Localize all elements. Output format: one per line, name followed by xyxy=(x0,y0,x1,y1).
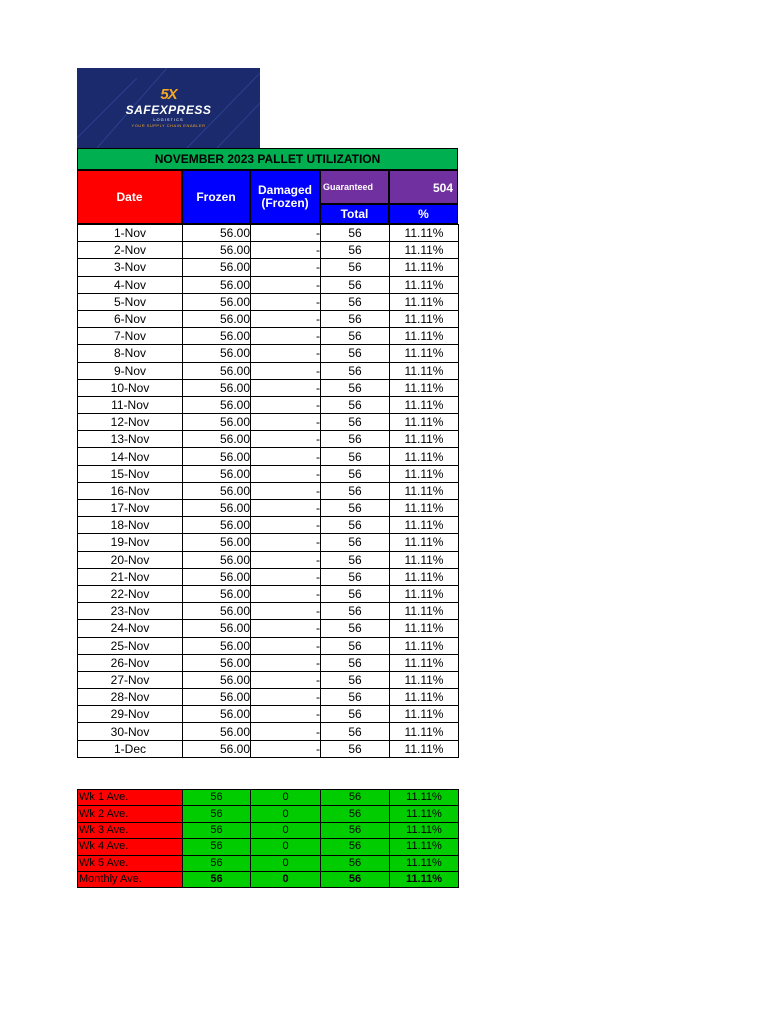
cell-date: 16-Nov xyxy=(78,482,183,499)
cell-frozen: 56.00 xyxy=(183,706,251,723)
table-row xyxy=(78,689,459,706)
cell-date: 22-Nov xyxy=(78,585,183,602)
summary-percent: 11.11% xyxy=(390,855,459,871)
table-row xyxy=(78,671,459,688)
summary-label: Wk 1 Ave. xyxy=(78,790,183,806)
cell-damaged: - xyxy=(251,345,321,362)
header-date: Date xyxy=(77,170,182,224)
cell-percent: 11.11% xyxy=(390,259,459,276)
cell-damaged: - xyxy=(251,328,321,345)
cell-damaged: - xyxy=(251,259,321,276)
cell-percent: 11.11% xyxy=(390,310,459,327)
cell-damaged: - xyxy=(251,723,321,740)
cell-damaged: - xyxy=(251,517,321,534)
summary-damaged: 0 xyxy=(251,855,321,871)
cell-date: 14-Nov xyxy=(78,448,183,465)
daily-table-body xyxy=(78,225,459,758)
report-title: NOVEMBER 2023 PALLET UTILIZATION xyxy=(77,148,458,170)
cell-total: 56 xyxy=(321,379,390,396)
table-row xyxy=(78,603,459,620)
table-row xyxy=(78,448,459,465)
cell-total: 56 xyxy=(321,740,390,757)
cell-damaged: - xyxy=(251,225,321,242)
table-row xyxy=(78,431,459,448)
summary-total: 56 xyxy=(321,871,390,887)
summary-total: 56 xyxy=(321,839,390,855)
cell-date: 30-Nov xyxy=(78,723,183,740)
cell-percent: 11.11% xyxy=(390,396,459,413)
cell-percent: 11.11% xyxy=(390,603,459,620)
summary-percent: 11.11% xyxy=(390,806,459,822)
cell-total: 56 xyxy=(321,276,390,293)
cell-date: 24-Nov xyxy=(78,620,183,637)
cell-frozen: 56.00 xyxy=(183,225,251,242)
cell-percent: 11.11% xyxy=(390,654,459,671)
cell-damaged: - xyxy=(251,276,321,293)
table-row xyxy=(78,482,459,499)
table-row xyxy=(78,293,459,310)
cell-frozen: 56.00 xyxy=(183,500,251,517)
summary-percent: 11.11% xyxy=(390,822,459,838)
cell-total: 56 xyxy=(321,345,390,362)
cell-damaged: - xyxy=(251,414,321,431)
header-guaranteed-value: 504 xyxy=(389,170,458,204)
cell-percent: 11.11% xyxy=(390,740,459,757)
cell-damaged: - xyxy=(251,431,321,448)
cell-frozen: 56.00 xyxy=(183,379,251,396)
cell-total: 56 xyxy=(321,482,390,499)
cell-total: 56 xyxy=(321,414,390,431)
summary-label: Wk 4 Ave. xyxy=(78,839,183,855)
summary-total: 56 xyxy=(321,790,390,806)
header-frozen: Frozen xyxy=(182,170,250,224)
cell-damaged: - xyxy=(251,310,321,327)
cell-date: 6-Nov xyxy=(78,310,183,327)
cell-frozen: 56.00 xyxy=(183,620,251,637)
table-row xyxy=(78,551,459,568)
cell-date: 13-Nov xyxy=(78,431,183,448)
company-logo xyxy=(77,68,260,148)
cell-damaged: - xyxy=(251,740,321,757)
header-total: Total xyxy=(320,204,389,224)
cell-percent: 11.11% xyxy=(390,500,459,517)
summary-frozen: 56 xyxy=(183,806,251,822)
summary-damaged: 0 xyxy=(251,839,321,855)
cell-date: 5-Nov xyxy=(78,293,183,310)
summary-frozen: 56 xyxy=(183,790,251,806)
table-row xyxy=(78,706,459,723)
cell-damaged: - xyxy=(251,585,321,602)
summary-table xyxy=(77,789,459,888)
cell-frozen: 56.00 xyxy=(183,362,251,379)
cell-date: 12-Nov xyxy=(78,414,183,431)
logo-tagline: YOUR SUPPLY CHAIN ENABLER xyxy=(131,123,206,128)
cell-damaged: - xyxy=(251,551,321,568)
table-row xyxy=(78,637,459,654)
cell-percent: 11.11% xyxy=(390,362,459,379)
cell-frozen: 56.00 xyxy=(183,465,251,482)
cell-total: 56 xyxy=(321,689,390,706)
cell-percent: 11.11% xyxy=(390,671,459,688)
cell-total: 56 xyxy=(321,671,390,688)
cell-damaged: - xyxy=(251,448,321,465)
cell-damaged: - xyxy=(251,379,321,396)
cell-date: 18-Nov xyxy=(78,517,183,534)
summary-frozen: 56 xyxy=(183,822,251,838)
cell-date: 28-Nov xyxy=(78,689,183,706)
cell-frozen: 56.00 xyxy=(183,585,251,602)
table-row xyxy=(78,414,459,431)
cell-total: 56 xyxy=(321,293,390,310)
cell-total: 56 xyxy=(321,534,390,551)
table-row xyxy=(78,379,459,396)
cell-percent: 11.11% xyxy=(390,637,459,654)
cell-frozen: 56.00 xyxy=(183,259,251,276)
cell-damaged: - xyxy=(251,654,321,671)
cell-date: 26-Nov xyxy=(78,654,183,671)
cell-percent: 11.11% xyxy=(390,706,459,723)
table-row xyxy=(78,259,459,276)
cell-damaged: - xyxy=(251,534,321,551)
cell-date: 19-Nov xyxy=(78,534,183,551)
cell-damaged: - xyxy=(251,482,321,499)
summary-row xyxy=(78,790,459,806)
cell-date: 21-Nov xyxy=(78,568,183,585)
cell-date: 27-Nov xyxy=(78,671,183,688)
cell-frozen: 56.00 xyxy=(183,603,251,620)
summary-percent: 11.11% xyxy=(390,871,459,887)
cell-percent: 11.11% xyxy=(390,723,459,740)
cell-total: 56 xyxy=(321,465,390,482)
cell-total: 56 xyxy=(321,396,390,413)
header-guaranteed: Guaranteed xyxy=(320,170,389,204)
summary-total: 56 xyxy=(321,806,390,822)
cell-percent: 11.11% xyxy=(390,431,459,448)
cell-total: 56 xyxy=(321,723,390,740)
cell-total: 56 xyxy=(321,706,390,723)
cell-frozen: 56.00 xyxy=(183,689,251,706)
cell-total: 56 xyxy=(321,225,390,242)
cell-frozen: 56.00 xyxy=(183,551,251,568)
table-row xyxy=(78,654,459,671)
cell-date: 10-Nov xyxy=(78,379,183,396)
cell-percent: 11.11% xyxy=(390,379,459,396)
summary-percent: 11.11% xyxy=(390,839,459,855)
cell-percent: 11.11% xyxy=(390,242,459,259)
cell-date: 7-Nov xyxy=(78,328,183,345)
cell-percent: 11.11% xyxy=(390,465,459,482)
table-row xyxy=(78,242,459,259)
summary-label: Wk 2 Ave. xyxy=(78,806,183,822)
cell-percent: 11.11% xyxy=(390,276,459,293)
cell-total: 56 xyxy=(321,585,390,602)
cell-total: 56 xyxy=(321,242,390,259)
cell-total: 56 xyxy=(321,551,390,568)
cell-total: 56 xyxy=(321,637,390,654)
cell-total: 56 xyxy=(321,603,390,620)
cell-frozen: 56.00 xyxy=(183,517,251,534)
table-row xyxy=(78,585,459,602)
cell-frozen: 56.00 xyxy=(183,671,251,688)
cell-frozen: 56.00 xyxy=(183,482,251,499)
cell-frozen: 56.00 xyxy=(183,740,251,757)
cell-date: 11-Nov xyxy=(78,396,183,413)
summary-row xyxy=(78,822,459,838)
cell-total: 56 xyxy=(321,568,390,585)
table-row xyxy=(78,568,459,585)
cell-total: 56 xyxy=(321,362,390,379)
cell-date: 1-Dec xyxy=(78,740,183,757)
summary-label: Monthly Ave. xyxy=(78,871,183,887)
summary-row xyxy=(78,871,459,887)
table-row xyxy=(78,396,459,413)
cell-damaged: - xyxy=(251,603,321,620)
cell-date: 23-Nov xyxy=(78,603,183,620)
cell-percent: 11.11% xyxy=(390,568,459,585)
summary-frozen: 56 xyxy=(183,839,251,855)
cell-total: 56 xyxy=(321,310,390,327)
table-row xyxy=(78,362,459,379)
cell-date: 17-Nov xyxy=(78,500,183,517)
cell-damaged: - xyxy=(251,396,321,413)
cell-frozen: 56.00 xyxy=(183,568,251,585)
cell-date: 1-Nov xyxy=(78,225,183,242)
header-damaged: Damaged (Frozen) xyxy=(250,170,320,224)
cell-total: 56 xyxy=(321,654,390,671)
cell-total: 56 xyxy=(321,620,390,637)
cell-damaged: - xyxy=(251,620,321,637)
cell-damaged: - xyxy=(251,671,321,688)
table-row xyxy=(78,276,459,293)
table-row xyxy=(78,328,459,345)
table-row xyxy=(78,723,459,740)
cell-frozen: 56.00 xyxy=(183,637,251,654)
cell-date: 20-Nov xyxy=(78,551,183,568)
cell-frozen: 56.00 xyxy=(183,328,251,345)
cell-frozen: 56.00 xyxy=(183,723,251,740)
cell-frozen: 56.00 xyxy=(183,431,251,448)
cell-date: 15-Nov xyxy=(78,465,183,482)
cell-frozen: 56.00 xyxy=(183,396,251,413)
summary-total: 56 xyxy=(321,855,390,871)
table-row xyxy=(78,465,459,482)
cell-frozen: 56.00 xyxy=(183,310,251,327)
cell-percent: 11.11% xyxy=(390,585,459,602)
cell-percent: 11.11% xyxy=(390,517,459,534)
cell-total: 56 xyxy=(321,517,390,534)
cell-percent: 11.11% xyxy=(390,689,459,706)
summary-table-body xyxy=(78,790,459,888)
summary-total: 56 xyxy=(321,822,390,838)
cell-percent: 11.11% xyxy=(390,448,459,465)
cell-percent: 11.11% xyxy=(390,345,459,362)
cell-damaged: - xyxy=(251,706,321,723)
cell-date: 8-Nov xyxy=(78,345,183,362)
cell-frozen: 56.00 xyxy=(183,534,251,551)
cell-damaged: - xyxy=(251,293,321,310)
table-row xyxy=(78,345,459,362)
daily-table xyxy=(77,224,459,758)
cell-damaged: - xyxy=(251,362,321,379)
cell-date: 29-Nov xyxy=(78,706,183,723)
table-row xyxy=(78,517,459,534)
cell-date: 9-Nov xyxy=(78,362,183,379)
table-row xyxy=(78,620,459,637)
cell-total: 56 xyxy=(321,259,390,276)
cell-date: 4-Nov xyxy=(78,276,183,293)
cell-percent: 11.11% xyxy=(390,414,459,431)
summary-percent: 11.11% xyxy=(390,790,459,806)
cell-percent: 11.11% xyxy=(390,328,459,345)
table-row xyxy=(78,500,459,517)
cell-damaged: - xyxy=(251,242,321,259)
cell-percent: 11.11% xyxy=(390,482,459,499)
summary-damaged: 0 xyxy=(251,806,321,822)
cell-percent: 11.11% xyxy=(390,293,459,310)
cell-percent: 11.11% xyxy=(390,620,459,637)
cell-total: 56 xyxy=(321,328,390,345)
cell-frozen: 56.00 xyxy=(183,345,251,362)
cell-percent: 11.11% xyxy=(390,225,459,242)
cell-frozen: 56.00 xyxy=(183,414,251,431)
logo-name: SAFEXPRESS xyxy=(125,103,212,117)
cell-damaged: - xyxy=(251,465,321,482)
summary-row xyxy=(78,839,459,855)
cell-damaged: - xyxy=(251,500,321,517)
cell-damaged: - xyxy=(251,568,321,585)
table-row xyxy=(78,225,459,242)
cell-date: 3-Nov xyxy=(78,259,183,276)
header-percent: % xyxy=(389,204,458,224)
cell-total: 56 xyxy=(321,500,390,517)
summary-damaged: 0 xyxy=(251,790,321,806)
table-row xyxy=(78,534,459,551)
summary-frozen: 56 xyxy=(183,871,251,887)
table-row xyxy=(78,310,459,327)
cell-percent: 11.11% xyxy=(390,534,459,551)
cell-damaged: - xyxy=(251,689,321,706)
cell-total: 56 xyxy=(321,448,390,465)
logo-mark: 5X xyxy=(160,86,177,103)
cell-frozen: 56.00 xyxy=(183,448,251,465)
cell-percent: 11.11% xyxy=(390,551,459,568)
cell-damaged: - xyxy=(251,637,321,654)
table-row xyxy=(78,740,459,757)
cell-frozen: 56.00 xyxy=(183,293,251,310)
cell-frozen: 56.00 xyxy=(183,276,251,293)
cell-total: 56 xyxy=(321,431,390,448)
summary-damaged: 0 xyxy=(251,871,321,887)
summary-row xyxy=(78,855,459,871)
logo-subtitle: LOGISTICS xyxy=(153,117,184,122)
summary-damaged: 0 xyxy=(251,822,321,838)
cell-date: 2-Nov xyxy=(78,242,183,259)
summary-frozen: 56 xyxy=(183,855,251,871)
cell-frozen: 56.00 xyxy=(183,654,251,671)
summary-row xyxy=(78,806,459,822)
summary-label: Wk 3 Ave. xyxy=(78,822,183,838)
cell-frozen: 56.00 xyxy=(183,242,251,259)
cell-date: 25-Nov xyxy=(78,637,183,654)
summary-label: Wk 5 Ave. xyxy=(78,855,183,871)
